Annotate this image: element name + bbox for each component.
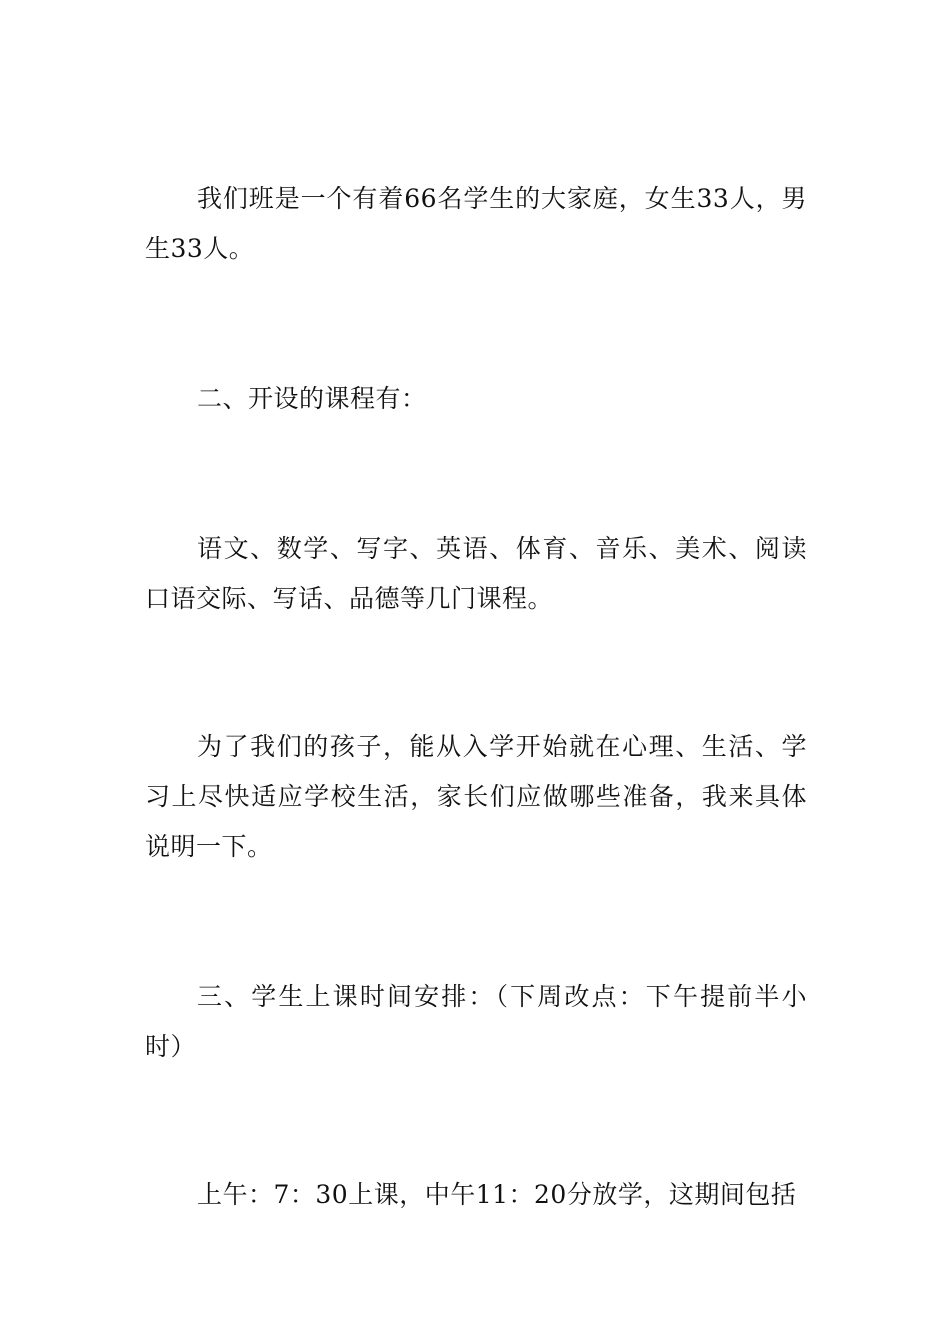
class-size-paragraph: 我们班是一个有着66名学生的大家庭，女生33人，男生33人。 [145,184,807,263]
courses-heading: 二、开设的课程有： [197,384,427,413]
courses-list-paragraph: 语文、数学、写字、英语、体育、音乐、美术、阅读口语交际、写话、品德等几门课程。 [145,534,807,613]
parent-preparation-paragraph: 为了我们的孩子，能从入学开始就在心理、生活、学习上尽快适应学校生活，家长们应做哪些准备，我来具体说明一下。 [145,732,807,861]
morning-schedule-paragraph: 上午：7：30上课，中午11：20分放学，这期间包括 [197,1180,797,1209]
schedule-heading: 三、学生上课时间安排：（下周改点：下午提前半小时） [145,982,807,1061]
